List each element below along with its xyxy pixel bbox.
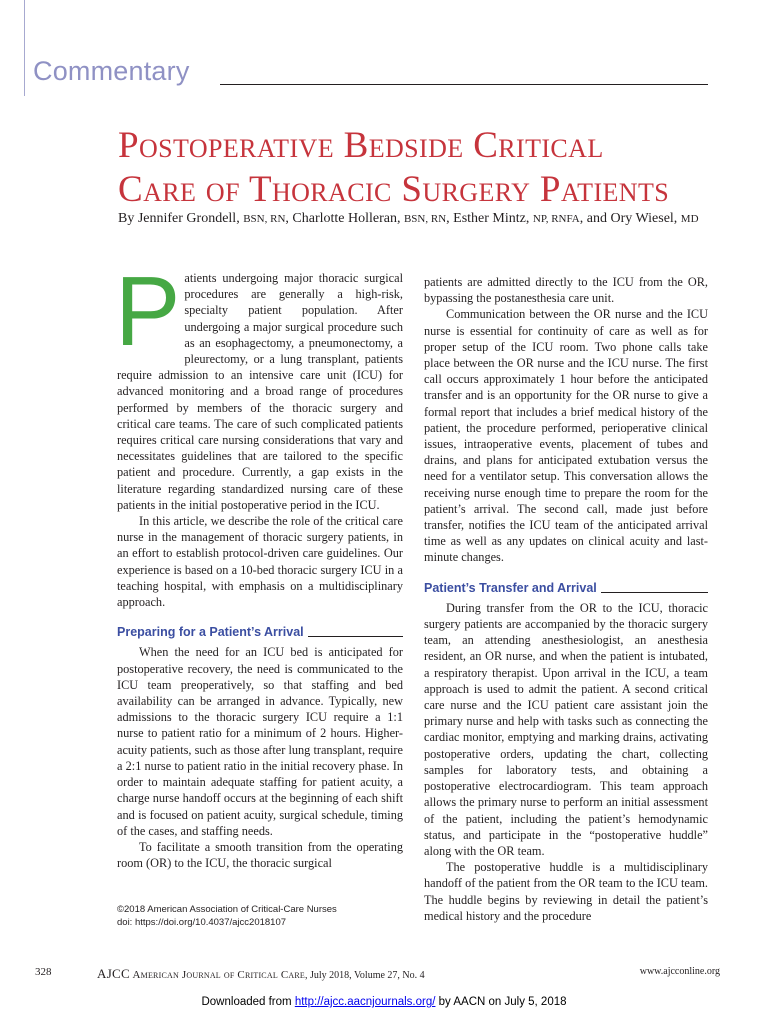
issue-info: , July 2018, Volume 27, No. 4 — [305, 970, 425, 981]
heading-rule — [601, 592, 708, 593]
author-name: Jennifer Grondell — [137, 211, 237, 226]
byline: By Jennifer Grondell, BSN, RN, Charlotte Holleran, BSN, RN, Esther Mintz, NP, RNFA, and Ory Wiesel, MD — [118, 211, 699, 226]
margin-rule — [24, 0, 25, 96]
title-line-2: Care of Thoracic Surgery Patients — [118, 169, 670, 210]
heading-text: Patient’s Transfer and Arrival — [424, 580, 597, 595]
download-suffix: by AACN on July 5, 2018 — [435, 996, 567, 1008]
body-column-1 — [115, 256, 403, 871]
journal-info — [97, 966, 425, 982]
author-credentials: NP, RNFA — [532, 213, 580, 225]
body-paragraph: To facilitate a smooth transition from the operating room (OR) to the ICU, the thoracic surgical — [117, 839, 403, 871]
body-paragraph: When the need for an ICU bed is anticipated for postoperative recovery, the need is communicated to the ICU team preoperatively, so that staffing and bed availability can be arranged in advance. Typically, new admissions to the thoracic surgery ICU require a 1:1 nurse to patient ratio for a minimum of 2 hours. Higher-acuity patients, such as those after lung transplant, require a 2:1 nurse to patient ratio in the initial recovery phase. In order to maintain adequate staffing for patient acuity, a charge nurse handoff occurs at the beginning of each shift and is focused on patient acuity, surgical schedule, timing of the cases, and staffing needs. — [117, 645, 403, 838]
section-rule — [220, 84, 708, 85]
journal-abbreviation: AJCC — [97, 966, 130, 981]
copyright-line: ©2018 American Association of Critical-Care Nurses — [117, 904, 337, 915]
author-credentials: BSN, RN — [403, 213, 447, 225]
body-paragraph: The postoperative huddle is a multidisciplinary handoff of the patient from the OR team to the ICU team. The huddle begins by reviewing in detail the patient’s medical history and the procedure — [424, 860, 708, 923]
heading-text: Preparing for a Patient’s Arrival — [117, 625, 304, 640]
intro-paragraph — [115, 256, 403, 513]
author-name: Esther Mintz — [453, 211, 526, 226]
page-footer — [0, 966, 768, 982]
drop-cap: P — [115, 256, 181, 366]
author-credentials: BSN, RN — [243, 213, 286, 225]
body-paragraph: patients are admitted directly to the ICU from the OR, bypassing the postanesthesia care unit. — [424, 275, 708, 306]
article-title — [118, 124, 738, 212]
download-link[interactable]: http://ajcc.aacnjournals.org/ — [294, 996, 436, 1008]
author-name: Charlotte Holleran — [292, 211, 397, 226]
intro-text: atients undergoing major thoracic surgical procedures are generally a high-risk, specialty patient population. After undergoing a major surgical procedure such as an esophagectomy, a pneumonectomy, a pleurectomy, or a lung transplant, patients require admission to an intensive care unit (ICU) for advanced monitoring and a broad range of procedures performed by members of the thoracic surgery and critical care teams. The care of such complicated patients requires critical care nursing considerations that vary and necessitates guidelines that are tailored to the specific patient and procedure. Currently, a gap exists in the literature regarding standardized nursing care of these patients in the initial postoperative period in the ICU. — [117, 271, 403, 512]
author-credentials: MD — [680, 213, 699, 225]
title-line-1: Postoperative Bedside Critical — [118, 125, 604, 166]
body-paragraph: Communication between the OR nurse and the ICU nurse is essential for continuity of care as well as for proper setup of the ICU room. Two phone calls take place between the OR nurse and the ICU nurse. The first call occurs approximately 1 hour before the anticipated transfer and is an opportunity for the OR nurse to give a formal report that includes a brief medical history of the patient, the procedure performed, perioperative clinical issues, intraoperative events, placement of tubes and drains, and plans for anticipated extubation versus the need for a ventilator setup. This conversation allows the receiving nurse enough time to prepare the room for the patient’s arrival. The second call, made just before transfer, notifies the ICU team of the anticipated arrival time as well as any updates on clinical acuity and last-minute changes. — [424, 307, 708, 565]
byline-prefix: By — [118, 211, 138, 226]
body-column-2 — [424, 274, 708, 924]
doi-line: doi: https://doi.org/10.4037/ajcc2018107 — [117, 917, 287, 928]
journal-name: American Journal of Critical Care — [132, 969, 305, 981]
author-name: Ory Wiesel — [610, 211, 674, 226]
section-heading-preparing — [117, 624, 403, 640]
copyright-notice — [117, 903, 337, 929]
body-paragraph: In this article, we describe the role of the critical care nurse in the management of thoracic surgery patients, in an effort to establish protocol-driven care guidelines. Our experience is based on a 10-bed thoracic surgery ICU in a teaching hospital, with emphasis on a multidisciplinary approach. — [117, 514, 403, 610]
body-paragraph: During transfer from the OR to the ICU, thoracic surgery patients are accompanied by the thoracic surgery team, an attending anesthesiologist, an anesthesia resident, an OR nurse, and when the patient is intubated, a respiratory therapist. Upon arrival in the ICU, a team approach is used to admit the patient. A second critical care nurse and the ICU patient care assistant join the primary nurse and help with tasks such as connecting the cardiac monitor, emptying and marking drains, activating postoperative orders, updating the chart, collecting samples for laboratory tests, and obtaining a postoperative electrocardiogram. This team approach allows the primary nurse to perform an initial assessment of the patient, including the patient’s hemodynamic status, and participate in the “postoperative huddle” along with the OR team. — [424, 600, 708, 858]
page-number: 328 — [35, 966, 52, 978]
download-notice — [0, 996, 768, 1008]
journal-website: www.ajcconline.org — [639, 966, 720, 977]
heading-rule — [308, 636, 403, 637]
download-prefix: Downloaded from — [201, 996, 295, 1008]
section-heading-transfer — [424, 580, 708, 596]
section-label: Commentary — [33, 56, 190, 86]
